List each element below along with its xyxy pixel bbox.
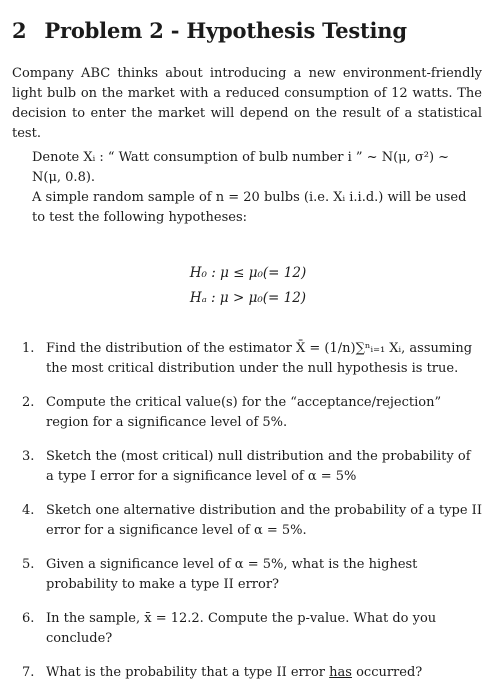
item-text-underlined: has [329,665,352,680]
item-marker: 5. [22,557,35,572]
question-list [22,339,482,697]
item-text: Sketch one alternative distribution and the probability of a type II error for a significance level of α = 5%. [46,503,482,538]
alternative-hypothesis: Hₐ : μ > μ₀(= 12) [189,290,307,306]
denote-line-2: A simple random sample of n = 20 bulbs (i.e. Xᵢ i.i.d.) will be used to test the following hypotheses: [32,190,467,225]
list-item [22,663,482,683]
section-heading [12,18,407,43]
item-marker: 4. [22,503,35,518]
item-marker: 7. [22,665,35,680]
item-text: Find the distribution of the estimator X̄ = (1/n)∑ⁿᵢ₌₁ Xᵢ, assuming the most critical distribution under the null hypothesis is true. [46,341,473,376]
denote-paragraph [12,148,482,228]
item-text: Given a significance level of α = 5%, what is the highest probability to make a type II error? [46,557,418,592]
null-hypothesis: H₀ : μ ≤ μ₀(= 12) [189,265,307,281]
item-marker: 2. [22,395,35,410]
item-text: Sketch the (most critical) null distribution and the probability of a type I error for a significance level of α = 5% [46,449,471,484]
intro-paragraph: Company ABC thinks about introducing a new environment-friendly light bulb on the market with a reduced consumption of 12 watts. The decision to enter the market will depend on the result of a statistical test. [12,66,482,141]
list-item [22,339,482,379]
list-item [22,447,482,487]
item-text: Compute the critical value(s) for the “acceptance/rejection” region for a significance level of 5%. [46,395,442,430]
item-text: In the sample, x̄ = 12.2. Compute the p-value. What do you conclude? [46,611,437,646]
section-number: 2 [12,18,27,43]
list-item [22,393,482,433]
denote-line-1: Denote Xᵢ : “ Watt consumption of bulb number i ” ~ N(μ, σ²) ~ N(μ, 0.8). [32,150,450,185]
item-text-before: What is the probability that a type II error [46,665,330,680]
list-item [22,609,482,649]
section-title: Problem 2 - Hypothesis Testing [44,18,407,43]
item-marker: 1. [22,341,35,356]
item-text-after: occurred? [351,665,423,680]
item-marker: 6. [22,611,35,626]
list-item [22,501,482,541]
list-item [22,555,482,595]
item-marker: 3. [22,449,35,464]
